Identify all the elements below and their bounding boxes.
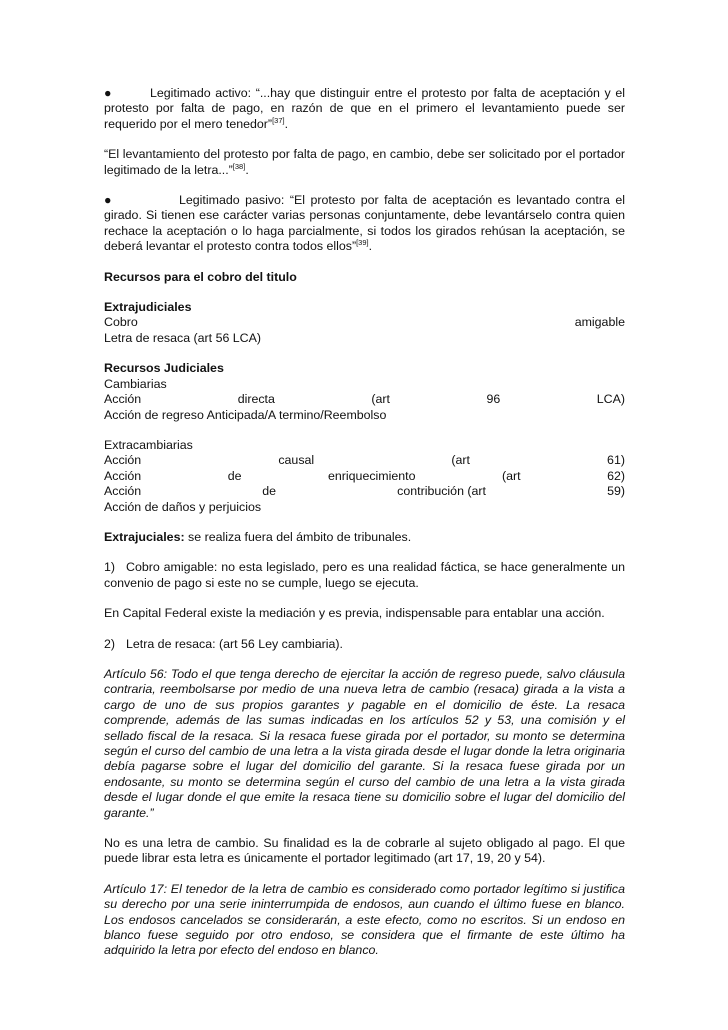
cell: directa (237, 392, 275, 407)
document-page (104, 86, 625, 974)
paragraph-capital-federal: En Capital Federal existe la mediación y es previa, indispensable para entablar una acción. (104, 606, 605, 621)
cell: (art (371, 392, 390, 407)
line-accion-regreso: Acción de regreso Anticipada/A termino/Reembolso (104, 407, 387, 422)
cell: Acción (104, 453, 142, 468)
cell: Acción (104, 484, 142, 499)
item-cobro-amigable (104, 560, 625, 591)
cell: causal (278, 453, 315, 468)
item-number: 1) (104, 560, 116, 575)
paragraph-text: Cobro amigable: no esta legislado, pero es una realidad fáctica, se hace generalmente un convenio de pago si este no se cumple, luego se ejecuta. (104, 560, 625, 590)
item-letra-resaca (104, 637, 625, 652)
line-letra-resaca: Letra de resaca (art 56 LCA) (104, 330, 262, 345)
cell: enriquecimiento (328, 468, 416, 483)
cell: 59) (607, 484, 625, 499)
heading-recursos: Recursos para el cobro del titulo (104, 269, 297, 284)
paragraph-text: Legitimado activo: “...hay que distinguir entre el protesto por falta de aceptación y el protesto por falta de pago, en razón de que en el primero el levantamiento puede ser requerido por el mero tenedor” (104, 86, 625, 131)
row-accion-directa (104, 392, 625, 407)
cell: (art (451, 453, 470, 468)
paragraph-legitimado-pasivo (104, 193, 625, 255)
cell: 62) (607, 468, 625, 483)
bullet: ● (104, 86, 112, 100)
cell: (art (501, 468, 521, 483)
subheading-cambiarias: Cambiarias (104, 376, 167, 391)
bullet: ● (104, 193, 112, 208)
extracambiarias-block (104, 438, 625, 515)
paragraph-articulo-17: Artículo 17: El tenedor de la letra de cambio es considerado como portador legítimo si justifica su derecho por una serie ininterrumpida de endosos, aun cuando el último fuese en blanco. Los endosos cancelados se considerarán, a este efecto, como no escritos. Si un endoso en blanco fuese seguido por otro endoso, se considera que el firmante de este último ha adquirido la letra por efecto del endoso en blanco. (104, 881, 625, 958)
line-danos-perjuicios: Acción de daños y perjuicios (104, 499, 262, 514)
extrajudiciales-block (104, 300, 625, 346)
cell: de (227, 468, 242, 483)
cell: Acción (104, 392, 142, 407)
paragraph-extrajuciales (104, 530, 625, 545)
cell: contribución (art (397, 484, 486, 499)
paragraph-no-es-letra: No es una letra de cambio. Su finalidad es la de cobrarle al sujeto obligado al pago. El que puede librar esta letra es únicamente el portador legitimado (art 17, 19, 20 y 54). (104, 836, 625, 866)
footnote-ref[interactable]: [39] (356, 238, 369, 248)
label-extrajuciales: Extrajuciales: (104, 529, 185, 544)
cell: de (262, 484, 277, 499)
cell: 61) (607, 453, 625, 468)
paragraph-levantamiento (104, 147, 625, 178)
row-cobro-amigable (104, 315, 625, 330)
row-accion-contribucion (104, 484, 625, 499)
cell: LCA) (596, 392, 625, 407)
paragraph-text: Letra de resaca: (art 56 Ley cambiaria). (126, 636, 343, 651)
item-number: 2) (104, 636, 116, 651)
period: . (245, 162, 249, 177)
cell: amigable (574, 315, 625, 330)
paragraph-articulo-56: Artículo 56: Todo el que tenga derecho de ejercitar la acción de regreso puede, salvo cláusula contraria, reembolsarse por medio de una nueva letra de cambio (resaca) girada a la vista a cargo de uno de sus propios garantes y pagable en el domicilio de éste. La resaca comprende, además de las sumas indicadas en los artículos 52 y 53, una comisión y el sellado fiscal de la resaca. Si la resaca fuese girada por el portador, su monto se determina según el curso del cambio de una letra a la vista girada desde el lugar donde la letra originaria debía pagarse sobre el lugar del domicilio del garante. Si la resaca fuese girada por un endosante, su monto se determina según el curso del cambio de una letra a la vista girada desde el lugar donde el que emite la resaca tiene su domicilio sobre el lugar del domicilio del garante.” (104, 666, 625, 820)
heading-extrajudiciales: Extrajudiciales (104, 300, 192, 315)
cell: Cobro (104, 315, 138, 330)
heading-recursos-judiciales: Recursos Judiciales (104, 361, 224, 376)
row-accion-enriquecimiento (104, 469, 625, 484)
paragraph-legitimado-activo (104, 86, 625, 132)
footnote-ref[interactable]: [37] (272, 115, 285, 125)
period: . (284, 116, 289, 131)
judiciales-block (104, 361, 625, 423)
paragraph-text: “El levantamiento del protesto por falta de pago, en cambio, debe ser solicitado por el portador legitimado de la letra...” (104, 147, 625, 177)
cell: Acción (104, 468, 142, 483)
cell: 96 (486, 392, 501, 407)
footnote-ref[interactable]: [38] (232, 161, 246, 171)
heading-extracambiarias: Extracambiarias (104, 437, 193, 452)
paragraph-text: Legitimado pasivo: “El protesto por falta de aceptación es levantado contra el girado. Si tienen ese carácter varias personas conjuntamente, debe levantárselo contra quien rechace la aceptación o lo haga parcialmente, si todos los girados rehúsan la aceptación, se deberá levantar el protesto contra todos ellos” (104, 193, 625, 254)
period: . (368, 239, 373, 254)
paragraph-text: se realiza fuera del ámbito de tribunales. (184, 529, 412, 544)
row-accion-causal (104, 453, 625, 468)
